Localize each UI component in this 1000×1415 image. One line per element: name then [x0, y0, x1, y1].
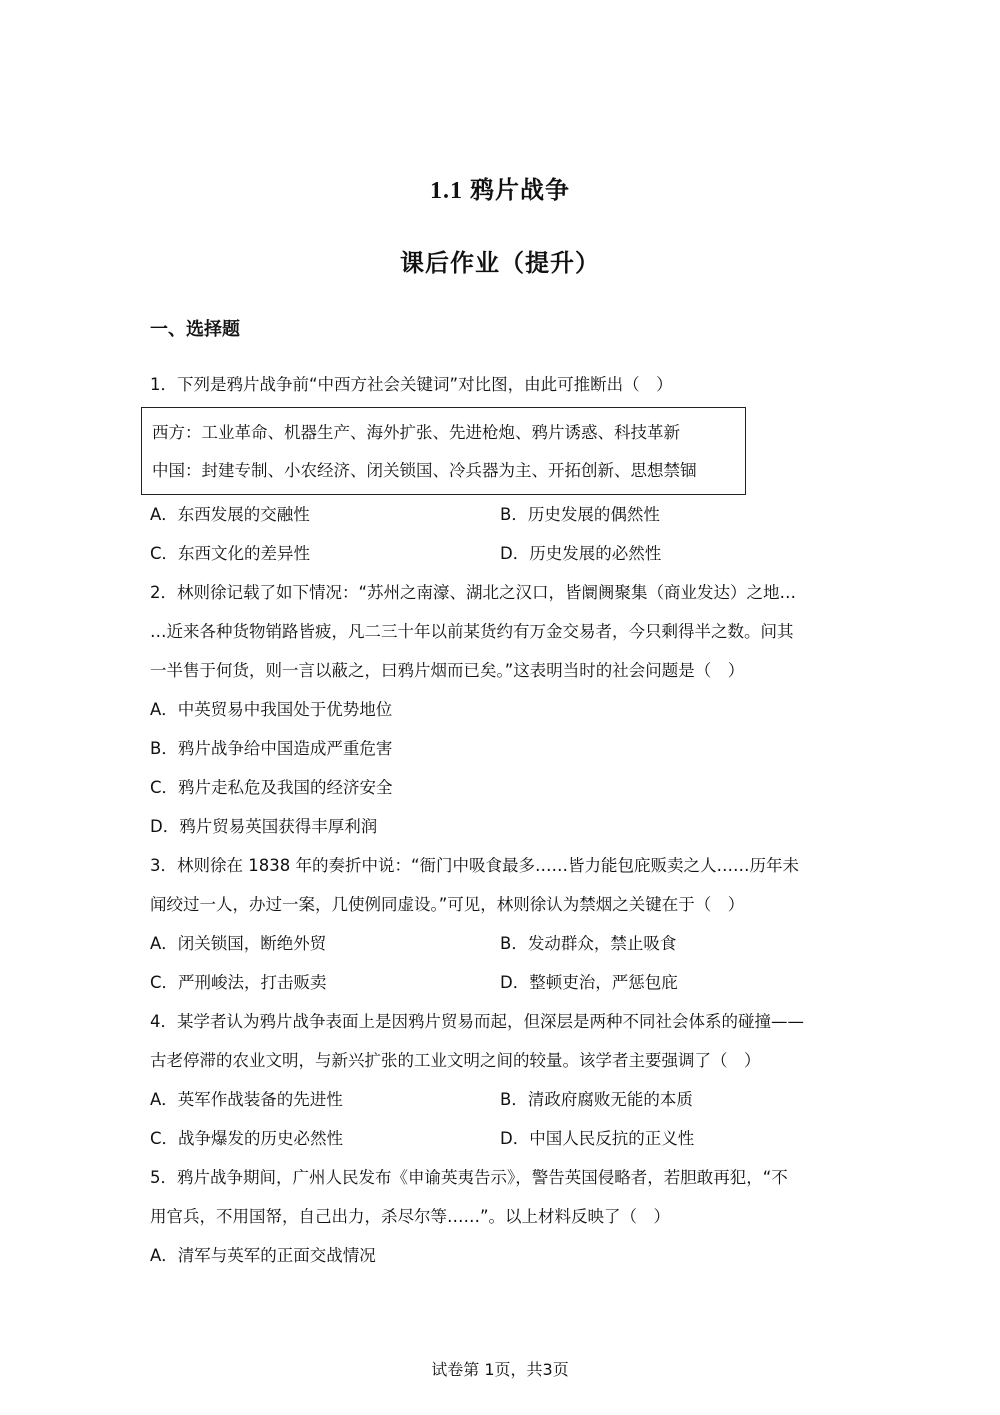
- question-4-stem-line-2: 古老停滞的农业文明，与新兴扩张的工业文明之间的较量。该学者主要强调了（ ）: [150, 1051, 761, 1070]
- q4-option-c: C．战争爆发的历史必然性: [150, 1129, 344, 1148]
- comparison-table: [141, 407, 746, 495]
- q4-option-d: D．中国人民反抗的正义性: [500, 1129, 695, 1148]
- q5-option-a: A．清军与英军的正面交战情况: [150, 1246, 376, 1265]
- section-heading: 一、选择题: [150, 319, 240, 340]
- question-1-stem: 1．下列是鸦片战争前“中西方社会关键词”对比图，由此可推断出（ ）: [150, 375, 673, 394]
- q3-option-d: D．整顿吏治，严惩包庇: [500, 973, 678, 992]
- question-5-stem-line-2: 用官兵，不用国帑，自己出力，杀尽尔等……”。以上材料反映了（ ）: [150, 1207, 671, 1226]
- q4-option-b: B．清政府腐败无能的本质: [500, 1090, 693, 1109]
- question-5-stem-line-1: 5．鸦片战争期间，广州人民发布《申谕英夷告示》，警告英国侵略者，若胆敢再犯，“不: [150, 1168, 788, 1187]
- q2-option-b: B．鸦片战争给中国造成严重危害: [150, 739, 393, 758]
- document-subtitle: 课后作业（提升）: [400, 249, 600, 277]
- q4-option-a: A．英军作战装备的先进性: [150, 1090, 343, 1109]
- q1-option-c: C．东西文化的差异性: [150, 544, 311, 563]
- table-row-west: 西方：工业革命、机器生产、海外扩张、先进枪炮、鸦片诱惑、科技革新: [152, 423, 680, 442]
- question-2-stem-line-2: …近来各种货物销路皆疲，凡二三十年以前某货约有万金交易者，今只剩得半之数。问其: [150, 622, 794, 641]
- q2-option-c: C．鸦片走私危及我国的经济安全: [150, 778, 393, 797]
- q2-option-a: A．中英贸易中我国处于优势地位: [150, 700, 393, 719]
- document-title: 1.1 鸦片战争: [430, 178, 570, 204]
- q1-option-b: B．历史发展的偶然性: [500, 505, 660, 524]
- question-3-stem-line-1: 3．林则徐在 1838 年的奏折中说：“衙门中吸食最多……皆力能包庇贩卖之人……历年未: [150, 856, 800, 875]
- page-footer: 试卷第 1页，共3页: [431, 1360, 569, 1379]
- q3-option-c: C．严刑峻法，打击贩卖: [150, 973, 327, 992]
- q2-option-d: D．鸦片贸易英国获得丰厚利润: [150, 817, 378, 836]
- q1-option-a: A．东西发展的交融性: [150, 505, 310, 524]
- question-2-stem-line-3: 一半售于何货，则一言以蔽之，曰鸦片烟而已矣。”这表明当时的社会问题是（ ）: [150, 661, 745, 680]
- question-2-stem-line-1: 2．林则徐记载了如下情况：“苏州之南濠、湖北之汉口，皆阛阓聚集（商业发达）之地…: [150, 583, 797, 602]
- q3-option-a: A．闭关锁国，断绝外贸: [150, 934, 327, 953]
- q3-option-b: B．发动群众，禁止吸食: [500, 934, 677, 953]
- table-row-china: 中国：封建专制、小农经济、闭关锁国、冷兵器为主、开拓创新、思想禁锢: [152, 461, 697, 480]
- q1-option-d: D．历史发展的必然性: [500, 544, 662, 563]
- question-4-stem-line-1: 4．某学者认为鸦片战争表面上是因鸦片贸易而起，但深层是两种不同社会体系的碰撞——: [150, 1012, 804, 1031]
- question-3-stem-line-2: 闻绞过一人，办过一案，几使例同虚设。”可见，林则徐认为禁烟之关键在于（ ）: [150, 895, 745, 914]
